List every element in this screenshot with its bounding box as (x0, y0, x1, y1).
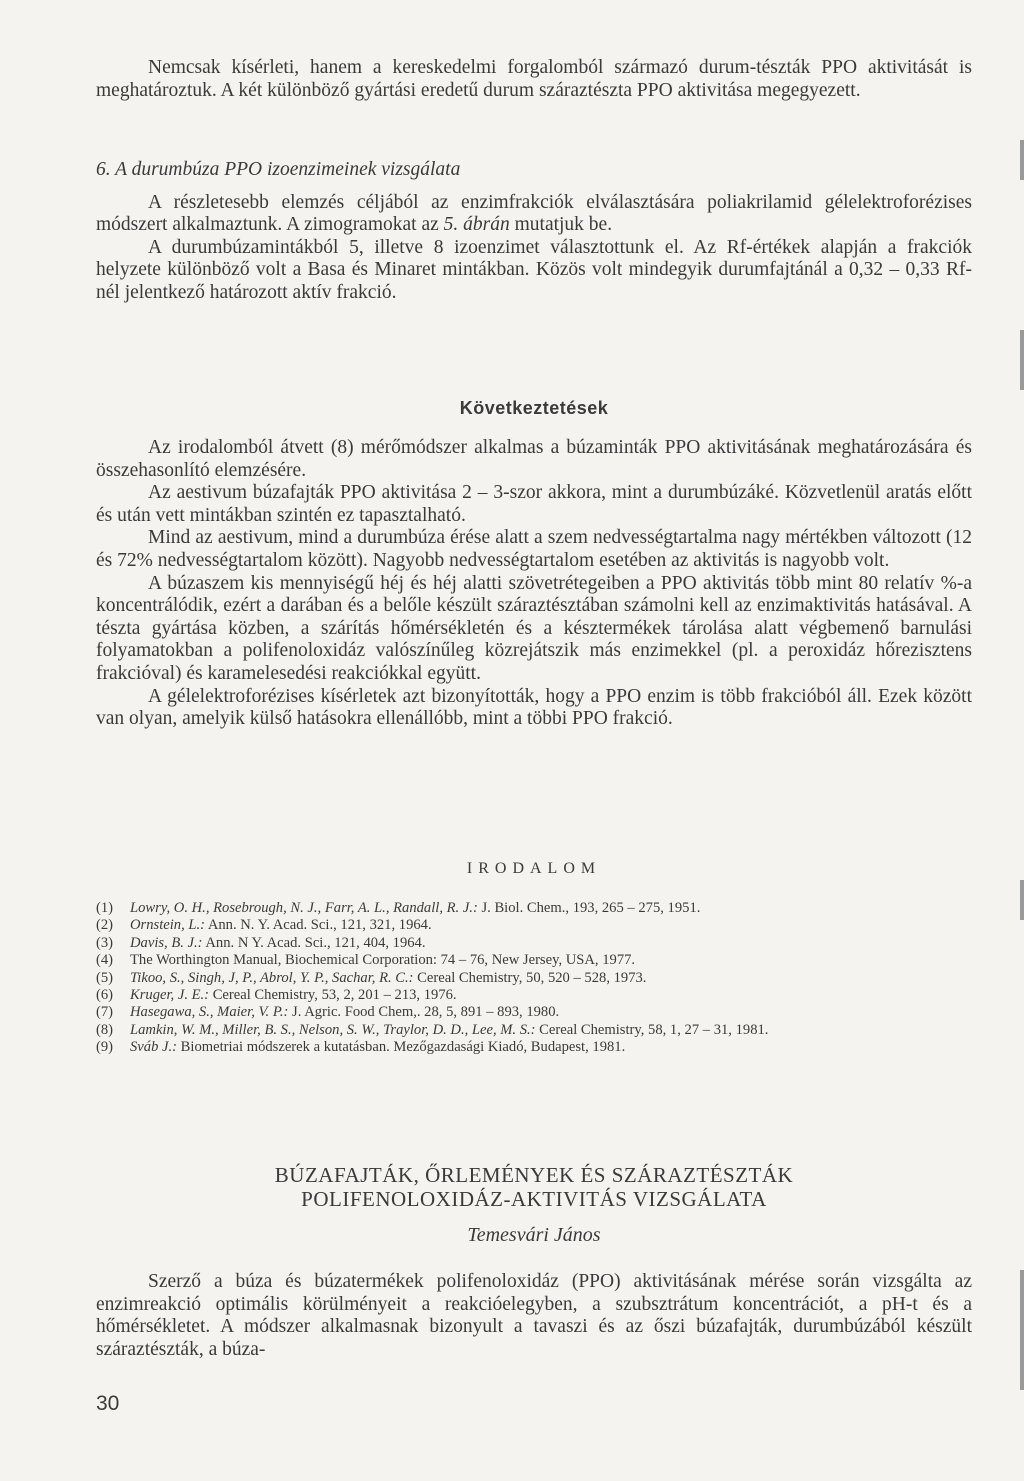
article-title (96, 1163, 972, 1211)
reference-item (96, 952, 972, 969)
reference-item (96, 1022, 972, 1039)
conclusion-paragraph: A búzaszem kis mennyiségű héj és héj alatti szövetrétegeiben a PPO aktivitás több mint 80 relatív %-a koncentrálódik, ezért a darában és a belőle készült száraztésztában számolni kell az enzimaktivitás hatásával. A tészta gyártása közben, a szárítás hőmérsékletén és a késztermékek tárolása alatt végbemenő barnulási folyamatokban a polifenoloxidáz valószínűleg közrejátszik más enzimekkel (pl. a peroxidáz hőrezisztens frakcióval) és karamelesedési reakciókkal együtt. (96, 572, 972, 684)
reference-number: (7) (96, 1004, 114, 1021)
reference-item (96, 1004, 972, 1021)
reference-source: Ann. N Y. Acad. Sci., 121, 404, 1964. (202, 934, 426, 951)
reference-item (96, 900, 972, 917)
reference-number: (6) (96, 987, 114, 1004)
article-author: Temesvári János (467, 1224, 601, 1246)
section-paragraph: A durumbúzamintákból 5, illetve 8 izoenzimet választottunk el. Az Rf-értékek alapján a frakciók helyzete különböző volt a Basa és Minaret mintákban. Közös volt mindegyik durumfajtánál a 0,32 – 0,33 Rf-nél jelentkező határozott aktív frakció. (96, 236, 972, 303)
reference-source: J. Agric. Food Chem,. 28, 5, 891 – 893, 1980. (288, 1004, 560, 1021)
reference-number: (3) (96, 934, 114, 951)
reference-item (96, 970, 972, 987)
section-paragraph-text: A részletesebb elemzés céljából az enzimfrakciók elválasztására poliakrilamid gélelektroforézises módszert alkalmaztunk. A zimogramokat az (96, 191, 972, 236)
reference-item (96, 1039, 972, 1056)
intro-paragraph: Nemcsak kísérleti, hanem a kereskedelmi forgalomból származó durum-tészták PPO aktivitását is meghatároztuk. A két különböző gyártási eredetű durum száraztészta PPO aktivitása megegyezett. (96, 57, 972, 101)
conclusion-paragraph: Mind az aestivum, mind a durumbúza érése alatt a szem nedvességtartalma nagy mértékben változott (12 és 72% nedvességtartalom között). Nagyobb nedvességtartalom esetében az aktivitás is nagyobb volt. (96, 527, 972, 571)
reference-text (130, 900, 972, 917)
reference-text (130, 935, 972, 952)
page-number: 30 (96, 1392, 120, 1415)
reference-authors: Sváb J.: (130, 1039, 178, 1056)
conclusion-paragraph: Az irodalomból átvett (8) mérőmódszer alkalmas a búzaminták PPO aktivitásának meghatározására és összehasonlító elemzésére. (96, 437, 972, 481)
reference-source: Cereal Chemistry, 50, 520 – 528, 1973. (413, 969, 647, 986)
reference-text (130, 917, 972, 934)
conclusions-heading: Következtetések (459, 398, 609, 418)
section-title-text: A durumbúza PPO izoenzimeinek vizsgálata (115, 159, 461, 180)
reference-number: (5) (96, 969, 114, 986)
reference-number: (2) (96, 917, 114, 934)
conclusions-body (96, 437, 972, 731)
reference-source: Cereal Chemistry, 53, 2, 201 – 213, 1976. (209, 987, 457, 1004)
article-title-line: POLIFENOLOXIDÁZ-AKTIVITÁS VIZSGÁLATA (301, 1187, 767, 1211)
section-number: 6. (96, 159, 111, 180)
reference-source: The Worthington Manual, Biochemical Corporation: 74 – 76, New Jersey, USA, 1977. (130, 952, 636, 969)
reference-number: (1) (96, 900, 114, 916)
reference-text (130, 952, 972, 969)
reference-item (96, 935, 972, 952)
reference-authors: Kruger, J. E.: (130, 987, 210, 1004)
figure-reference: 5. ábrán (443, 214, 510, 236)
article-title-line: BÚZAFAJTÁK, ŐRLEMÉNYEK ÉS SZÁRAZTÉSZTÁK (274, 1163, 794, 1187)
reference-authors: Lowry, O. H., Rosebrough, N. J., Farr, A. L., Randall, R. J.: (130, 900, 478, 916)
reference-authors: Davis, B. J.: (130, 934, 203, 951)
scan-edge-mark (1020, 140, 1024, 180)
conclusion-paragraph: A gélelektroforézises kísérletek azt bizonyították, hogy a PPO enzim is több frakcióból áll. Ezek között van olyan, amelyik külső hatásokra ellenállóbb, mint a többi PPO frakció. (96, 685, 972, 730)
reference-text (130, 1039, 972, 1056)
section-title (96, 159, 972, 182)
reference-text (130, 1022, 972, 1039)
reference-number: (8) (96, 1021, 114, 1038)
reference-source: J. Biol. Chem., 193, 265 – 275, 1951. (477, 900, 701, 916)
references-heading: IRODALOM (466, 860, 602, 877)
reference-item (96, 917, 972, 934)
reference-source: Cereal Chemistry, 58, 1, 27 – 31, 1981. (535, 1021, 769, 1038)
reference-source: Biometriai módszerek a kutatásban. Mezőgazdasági Kiadó, Budapest, 1981. (177, 1039, 626, 1056)
section-6 (96, 159, 972, 305)
reference-text (130, 987, 972, 1004)
section-paragraph-text: mutatjuk be. (509, 214, 613, 236)
reference-number: (4) (96, 952, 114, 969)
scan-edge-mark (1020, 330, 1024, 390)
reference-text (130, 1004, 972, 1021)
section-paragraph (96, 192, 972, 237)
scan-edge-mark (1020, 880, 1024, 920)
reference-item (96, 987, 972, 1004)
reference-authors: Ornstein, L.: (130, 917, 205, 934)
reference-authors: Tikoo, S., Singh, J, P., Abrol, Y. P., Sachar, R. C.: (130, 969, 414, 986)
reference-source: Ann. N. Y. Acad. Sci., 121, 321, 1964. (205, 917, 432, 934)
article-abstract: Szerző a búza és búzatermékek polifenoloxidáz (PPO) aktivitásának mérése során vizsgálta az enzimreakció optimális körülményeit a reakcióelegyben, a szubsztrátum koncentrációt, a pH-t és a hőmérsékletet. A módszer alkalmasnak bizonyult a tavaszi és az őszi búzafajták, durumbúzából készült száraztészták, a búza- (96, 1271, 972, 1360)
article-abstract-block (96, 1271, 972, 1361)
reference-authors: Hasegawa, S., Maier, V. P.: (130, 1004, 289, 1021)
scan-edge-mark (1020, 1270, 1024, 1390)
references-list (96, 900, 972, 1057)
intro-block (96, 57, 972, 102)
reference-text (130, 970, 972, 987)
reference-number: (9) (96, 1039, 114, 1056)
reference-authors: Lamkin, W. M., Miller, B. S., Nelson, S. W., Traylor, D. D., Lee, M. S.: (130, 1021, 536, 1038)
conclusion-paragraph: Az aestivum búzafajták PPO aktivitása 2 – 3-szor akkora, mint a durumbúzáké. Közvetlenül aratás előtt és után vett mintákban szintén ez tapasztalható. (96, 482, 972, 526)
